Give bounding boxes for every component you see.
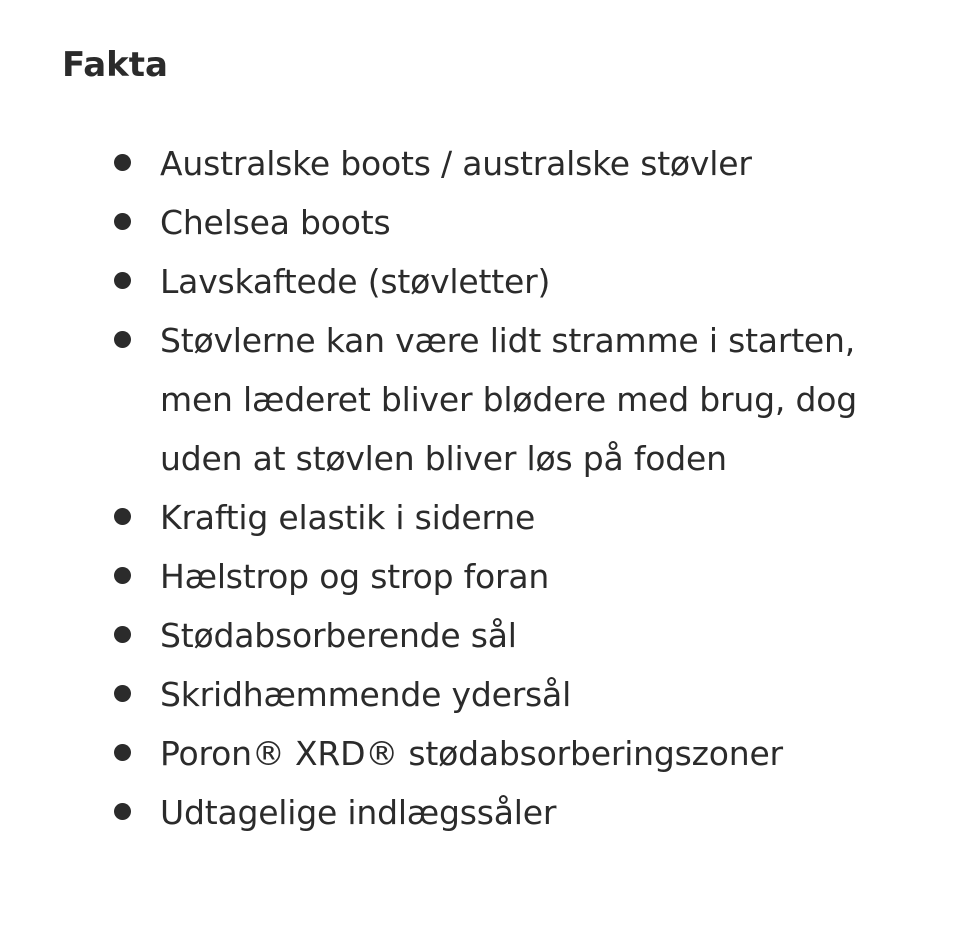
bullet-icon bbox=[114, 213, 131, 230]
list-item bbox=[160, 724, 920, 783]
bullet-icon bbox=[114, 567, 131, 584]
bullet-icon bbox=[114, 626, 131, 643]
facts-list bbox=[160, 134, 920, 842]
list-item-text: Poron® XRD® stødabsorberingszoner bbox=[160, 734, 783, 773]
bullet-icon bbox=[114, 331, 131, 348]
list-item bbox=[160, 488, 920, 547]
list-item bbox=[160, 606, 920, 665]
list-item bbox=[160, 252, 920, 311]
list-item-text: Skridhæmmende ydersål bbox=[160, 675, 572, 714]
list-item bbox=[160, 193, 920, 252]
list-item bbox=[160, 134, 920, 193]
list-item bbox=[160, 547, 920, 606]
bullet-icon bbox=[114, 803, 131, 820]
list-item bbox=[160, 783, 920, 842]
bullet-icon bbox=[114, 508, 131, 525]
section-heading: Fakta bbox=[62, 45, 168, 85]
bullet-icon bbox=[114, 272, 131, 289]
list-item-text: Hælstrop og strop foran bbox=[160, 557, 550, 596]
list-item-text: Udtagelige indlægssåler bbox=[160, 793, 557, 832]
list-item-text: Australske boots / australske støvler bbox=[160, 144, 752, 183]
bullet-icon bbox=[114, 744, 131, 761]
bullet-icon bbox=[114, 154, 131, 171]
list-item-text: Lavskaftede (støvletter) bbox=[160, 262, 551, 301]
list-item bbox=[160, 311, 920, 488]
list-item-text: Kraftig elastik i siderne bbox=[160, 498, 536, 537]
list-item-text: Støvlerne kan være lidt stramme i starten, men læderet bliver blødere med brug, dog uden at støvlen bliver løs på foden bbox=[160, 321, 857, 478]
bullet-icon bbox=[114, 685, 131, 702]
list-item-text: Chelsea boots bbox=[160, 203, 391, 242]
list-item-text: Stødabsorberende sål bbox=[160, 616, 517, 655]
list-item bbox=[160, 665, 920, 724]
